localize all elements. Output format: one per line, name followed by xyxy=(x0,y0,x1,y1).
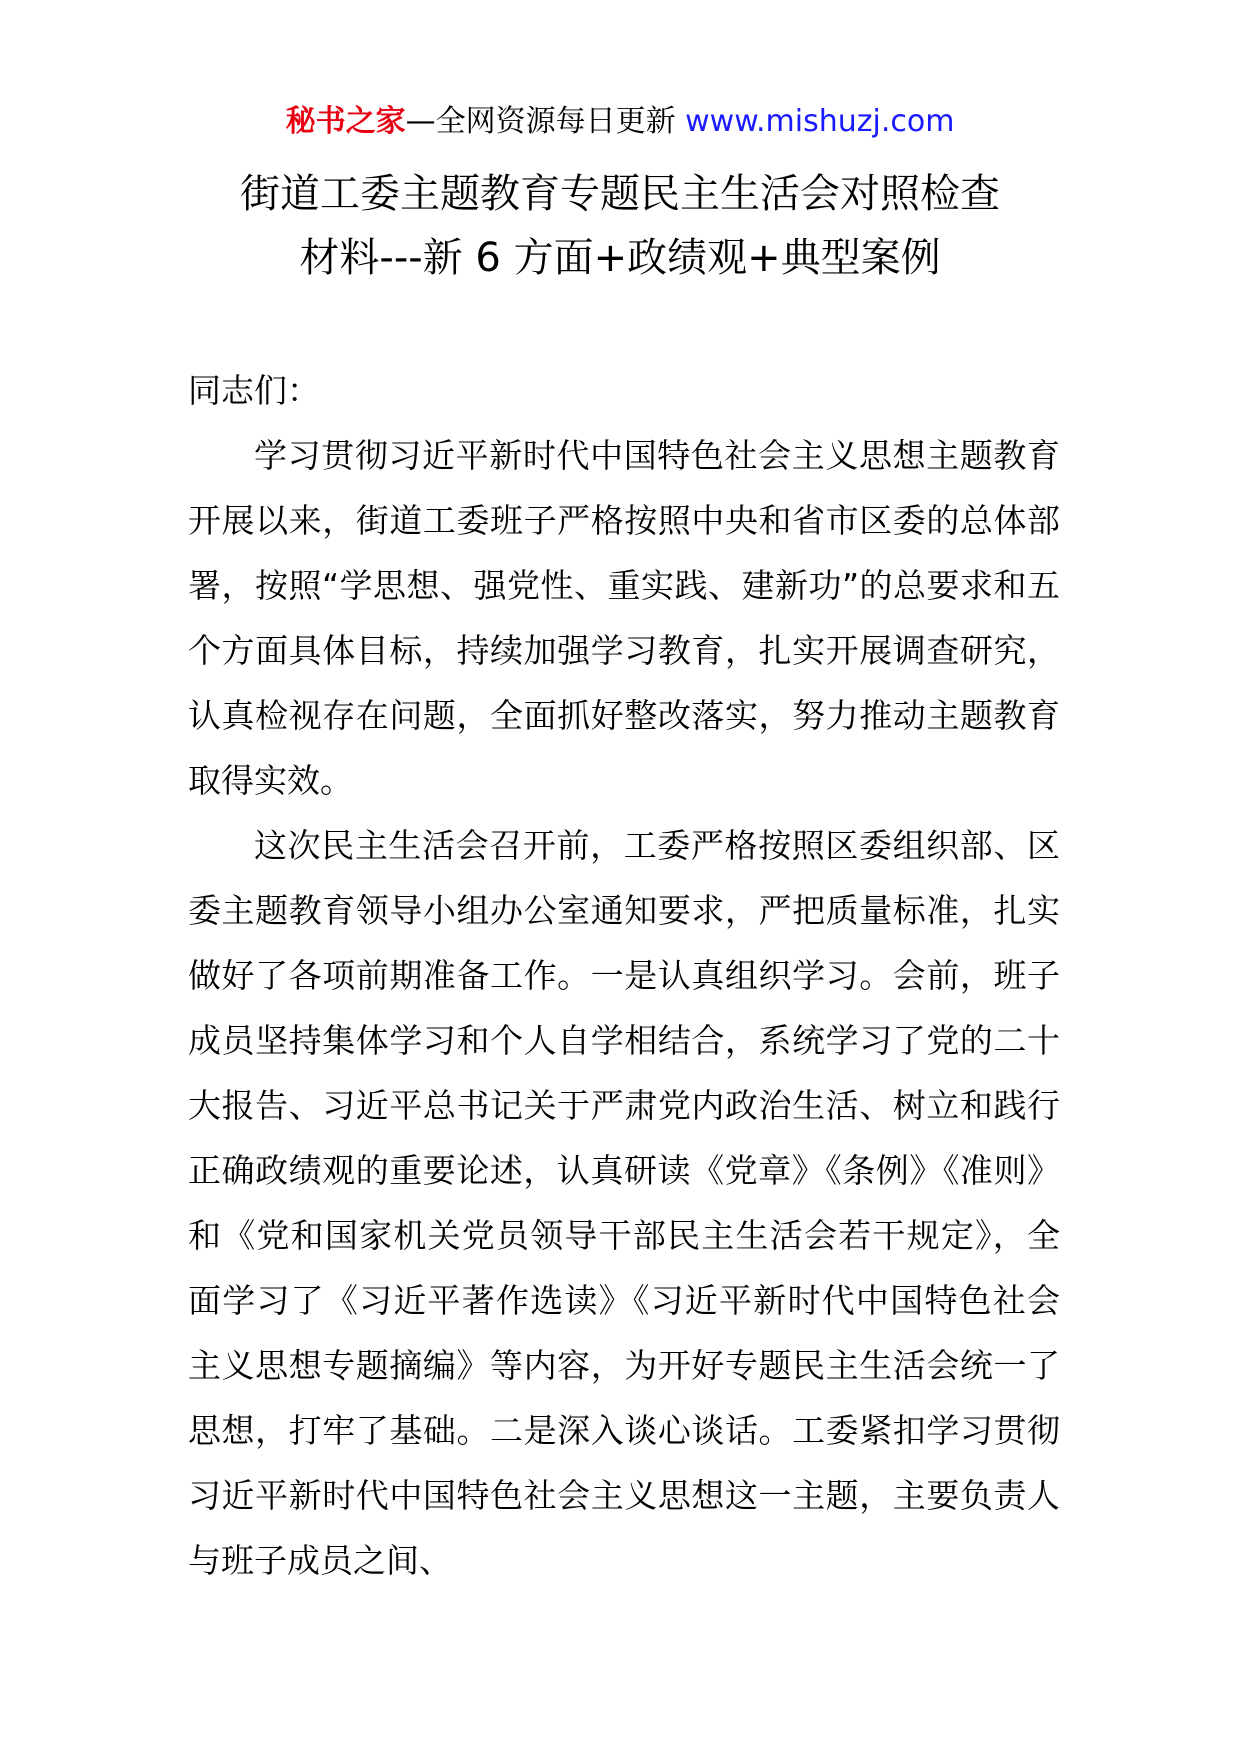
site-tagline: —全网资源每日更新 xyxy=(405,104,686,139)
document-title-line-2: 材料---新 6 方面+政绩观+典型案例 xyxy=(299,235,941,281)
document-title xyxy=(150,162,1090,290)
site-brand: 秘书之家 xyxy=(285,104,406,139)
salutation: 同志们： xyxy=(188,371,320,410)
document-title-line-1: 街道工委主题教育专题民主生活会对照检查 xyxy=(240,171,1000,217)
paragraph-1: 学习贯彻习近平新时代中国特色社会主义思想主题教育开展以来，街道工委班子严格按照中央和省市区委的总体部署，按照“学思想、强党性、重实践、建新功”的总要求和五个方面具体目标，持续加强学习教育，扎实开展调查研究，认真检视存在问题，全面抓好整改落实，努力推动主题教育取得实效。 xyxy=(188,436,1060,800)
document-body xyxy=(188,358,1060,1593)
paragraph-2: 这次民主生活会召开前，工委严格按照区委组织部、区委主题教育领导小组办公室通知要求，严把质量标准，扎实做好了各项前期准备工作。一是认真组织学习。会前，班子成员坚持集体学习和个人自学相结合，系统学习了党的二十大报告、习近平总书记关于严肃党内政治生活、树立和践行正确政绩观的重要论述，认真研读《党章》《条例》《准则》和《党和国家机关党员领导干部民主生活会若干规定》，全面学习了《习近平著作选读》《习近平新时代中国特色社会主义思想专题摘编》等内容，为开好专题民主生活会统一了思想，打牢了基础。二是深入谈心谈话。工委紧扣学习贯彻习近平新时代中国特色社会主义思想这一主题，主要负责人与班子成员之间、 xyxy=(188,826,1060,1580)
site-url-link[interactable]: www.mishuzj.com xyxy=(685,104,955,139)
site-header xyxy=(0,100,1240,144)
